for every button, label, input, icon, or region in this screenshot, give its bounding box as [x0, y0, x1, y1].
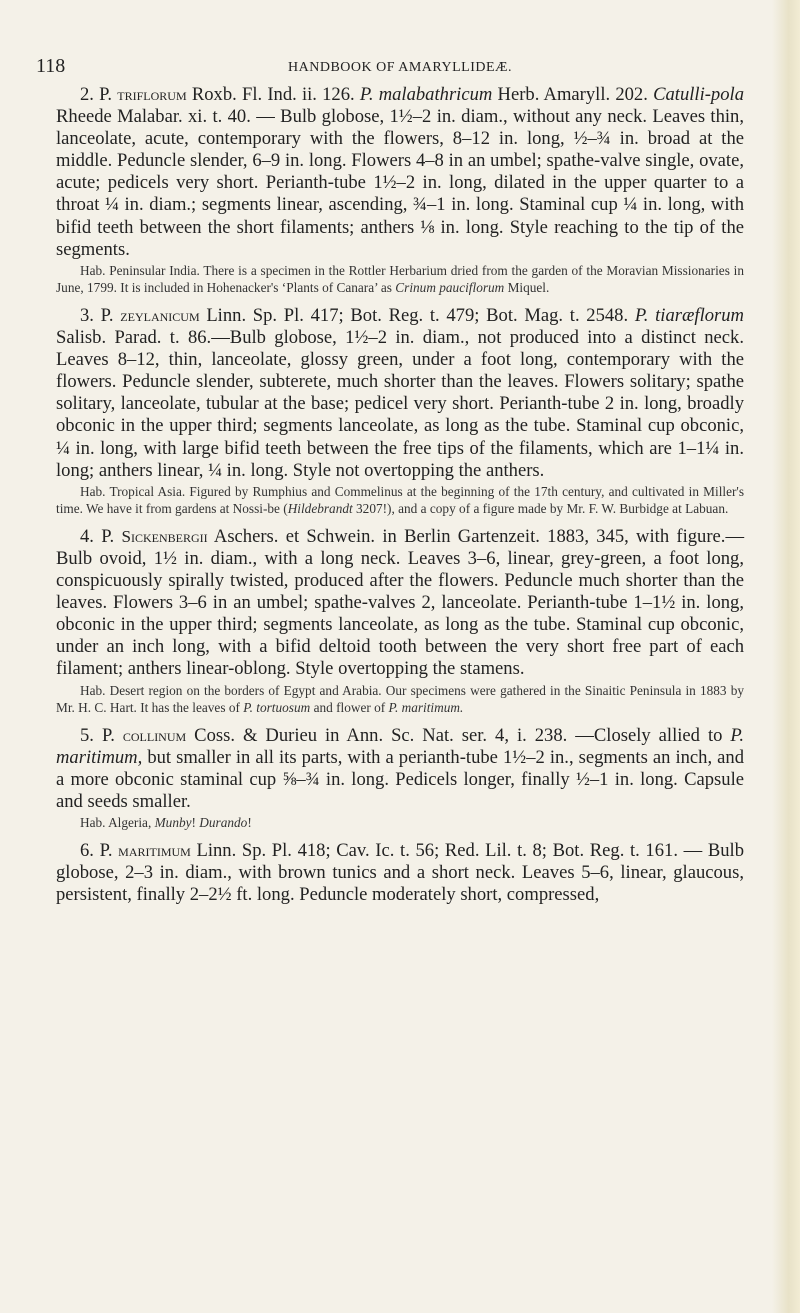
species-entry-2 — [56, 84, 744, 297]
authority: Coss. & Durieu in Ann. Sc. Nat. ser. 4, i. 238. — [194, 724, 568, 746]
authority: Linn. Sp. Pl. 417; Bot. Reg. t. 479; Bot. Mag. t. 2548. — [206, 304, 629, 326]
entry-number: 3. — [80, 304, 94, 326]
entry-number: 2. — [80, 84, 94, 105]
habitat-italic: Durando — [199, 815, 248, 831]
entry-description — [56, 305, 744, 482]
genus: P. — [101, 525, 115, 547]
habitat-text: Hab. Tropical Asia. Figured by Rumphius and Commelinus at the beginning of the 17th century, and cultivated in Miller's time. We have it from gardens at Nossi-be ( — [56, 483, 744, 517]
description-text: but smaller in all its parts, with a perianth-tube 1½–2 in., segments an inch, and a more obconic staminal cup ⅝–¾ in. long. Pedicels longer, finally ½–1 in. long. Capsule and seeds smaller. — [56, 746, 744, 812]
genus: P. — [99, 839, 113, 861]
description-text: Rheede Malabar. xi. t. 40. — Bulb globose, 1½–2 in. diam., without any neck. Leaves thin, lanceolate, acute, contemporary with the flowers, 8–12 in. long, ½–¾ in. broad at the middle. Peduncle slender, 6–9 in. long. Flowers 4–8 in an umbel; spathe-valve single, ovate, acute; pedicels very short. Perianth-tube 1½–2 in. long, dilated in the upper quarter to a throat ¼ in. diam.; segments linear, ascending, ¾–1 in. long. Staminal cup ¼ in. long, with bifid teeth between the short filaments; anthers ⅛ in. long. Style reaching to the tip of the segments. — [56, 106, 744, 260]
entry-number: 6. — [80, 839, 94, 861]
species-epithet: collinum — [122, 725, 187, 745]
page-number: 118 — [36, 55, 66, 77]
habitat-note — [56, 483, 744, 518]
page-body — [56, 84, 744, 906]
authority: Roxb. Fl. Ind. ii. 126. — [191, 84, 355, 105]
habitat-text: Hab. Peninsular India. There is a specimen in the Rottler Herbarium dried from the garden of the Moravian Missionaries in June, 1799. It is included in Hohenacker's ‘Plants of Canara’ as — [56, 262, 744, 296]
species-entry-6 — [56, 840, 744, 906]
habitat-italic: Munby — [154, 815, 192, 831]
species-epithet: maritimum — [118, 840, 191, 860]
habitat-text: Hab. Algeria, — [80, 815, 152, 831]
species-epithet: triflorum — [117, 85, 187, 104]
genus: P. — [100, 304, 114, 326]
habitat-italic: P. maritimum. — [388, 700, 464, 716]
species-entry-4 — [56, 526, 744, 717]
entry-description — [56, 725, 744, 813]
habitat-note — [56, 814, 744, 832]
habitat-note — [56, 682, 744, 717]
description-text: — Bulb globose, 2–3 in. diam., with brown tunics and a short neck. Leaves 5–6, linear, glaucous, persistent, finally 2–2½ ft. long. Peduncle moderately short, compressed, — [56, 839, 745, 905]
synonym-reference: Herb. Amaryll. 202. — [497, 84, 648, 105]
species-epithet: zeylanicum — [120, 305, 200, 325]
genus: P. — [101, 724, 115, 746]
description-italic: P. maritimum, — [56, 724, 744, 768]
habitat-text: 3207!), and a copy of a figure made by Mr. F. W. Burbidge at Labuan. — [356, 501, 729, 517]
page-edge — [772, 0, 800, 1313]
synonym-name: P. tiaræflorum — [634, 304, 744, 326]
entry-description — [56, 526, 744, 681]
habitat-italic: P. tortuosum — [243, 700, 311, 716]
habitat-text: ! — [247, 815, 252, 831]
habitat-text: ! — [191, 815, 196, 831]
habitat-text: and flower of — [313, 700, 386, 716]
synonym-name: P. malabathricum — [359, 84, 493, 105]
habitat-italic: Hildebrandt — [287, 501, 353, 517]
description-text: Salisb. Parad. t. 86.—Bulb globose, 1½–2 in. diam., not produced into a distinct neck. Leaves 8–12, thin, lanceolate, glossy green, under a foot long, contemporary with the flowers. Peduncle slender, subterete, much shorter than the leaves. Flowers solitary; spathe solitary, lanceolate, tubular at the base; pedicel very short. Perianth-tube 2 in. long, broadly obconic in the upper third; segments lanceolate, as long as the tube. Staminal cup obconic, ¼ in. long, with large bifid teeth between the free tips of the filaments, which are 1–1¼ in. long; anthers linear, ¼ in. long. Style not overtopping the anthers. — [56, 327, 744, 481]
species-entry-3 — [56, 305, 744, 518]
habitat-text: Miquel. — [507, 280, 550, 296]
genus: P. — [99, 84, 113, 105]
entry-number: 5. — [80, 724, 94, 746]
habitat-italic: Crinum pauciflorum — [395, 280, 505, 296]
synonym-name: Catulli-pola — [653, 84, 744, 105]
description-text: —Closely allied to — [575, 724, 723, 746]
description-text: —Bulb ovoid, 1½ in. diam., with a long neck. Leaves 3–6, linear, grey-green, a foot long, conspicuously spirally twisted, produced after the flowers. Peduncle much shorter than the leaves. Flowers 3–6 in an umbel; spathe-valves 2, lanceolate. Perianth-tube 1–1½ in. long, obconic in the upper third; segments lanceolate, as long as the tube. Staminal cup obconic, under an inch long, with a bifid deltoid tooth between the very short free part of each filament; anthers linear-oblong. Style overtopping the stamens. — [56, 525, 745, 680]
entry-number: 4. — [80, 525, 94, 547]
entry-description — [56, 84, 744, 261]
species-epithet: Sickenbergii — [121, 526, 208, 546]
running-head: HANDBOOK OF AMARYLLIDEÆ. — [288, 60, 512, 75]
entry-description — [56, 840, 744, 906]
habitat-note — [56, 262, 744, 297]
authority: Linn. Sp. Pl. 418; Cav. Ic. t. 56; Red. Lil. t. 8; Bot. Reg. t. 161. — [196, 839, 678, 861]
authority: Aschers. et Schwein. in Berlin Gartenzeit. 1883, 345, with figure. — [213, 525, 726, 547]
species-entry-5 — [56, 725, 744, 832]
habitat-text: Hab. Desert region on the borders of Egypt and Arabia. Our specimens were gathered in the Sinaitic Peninsula in 1883 by Mr. H. C. Hart. It has the leaves of — [56, 682, 744, 716]
